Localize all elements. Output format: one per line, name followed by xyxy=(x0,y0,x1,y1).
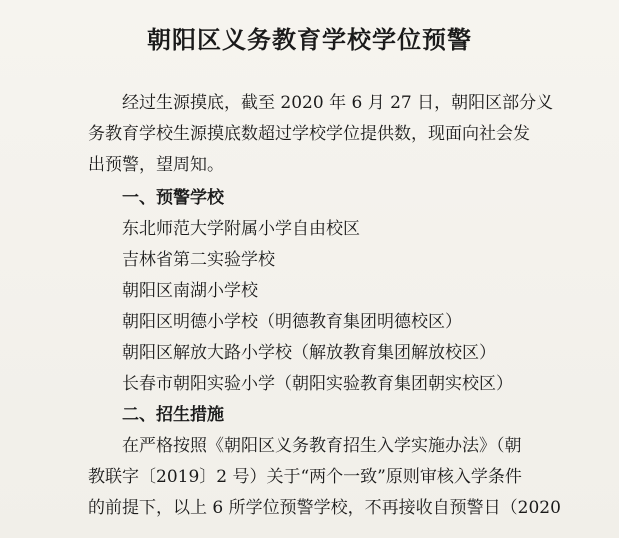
document-title: 朝阳区义务教育学校学位预警 xyxy=(147,25,472,54)
measures-line: 在严格按照《朝阳区义务教育招生入学实施办法》（朝 xyxy=(122,436,522,456)
school-item: 东北师范大学附属小学自由校区 xyxy=(122,219,360,239)
school-item: 朝阳区南湖小学校 xyxy=(122,281,258,301)
school-item: 朝阳区明德小学校（明德教育集团明德校区） xyxy=(122,312,462,332)
measures-line: 教联字〔2019〕2 号）关于“两个一致”原则审核入学条件 xyxy=(88,467,522,487)
school-list xyxy=(88,214,548,400)
section-heading-enrollment-measures: 二、招生措施 xyxy=(122,405,224,425)
intro-line: 出预警，望周知。 xyxy=(88,155,224,175)
school-item: 长春市朝阳实验小学（朝阳实验教育集团朝实校区） xyxy=(122,374,513,394)
school-item: 朝阳区解放大路小学校（解放教育集团解放校区） xyxy=(122,343,496,363)
measures-line: 的前提下，以上 6 所学位预警学校，不再接收自预警日（2020 xyxy=(88,498,561,518)
document-body xyxy=(88,88,561,524)
section-heading-warning-schools: 一、预警学校 xyxy=(122,188,224,208)
intro-line: 经过生源摸底，截至 2020 年 6 月 27 日，朝阳区部分义 xyxy=(122,93,554,113)
school-item: 吉林省第二实验学校 xyxy=(122,250,275,270)
intro-line: 务教育学校生源摸底数超过学校学位提供数，现面向社会发 xyxy=(88,124,530,144)
intro-paragraph xyxy=(88,88,554,181)
measures-paragraph xyxy=(88,431,561,524)
